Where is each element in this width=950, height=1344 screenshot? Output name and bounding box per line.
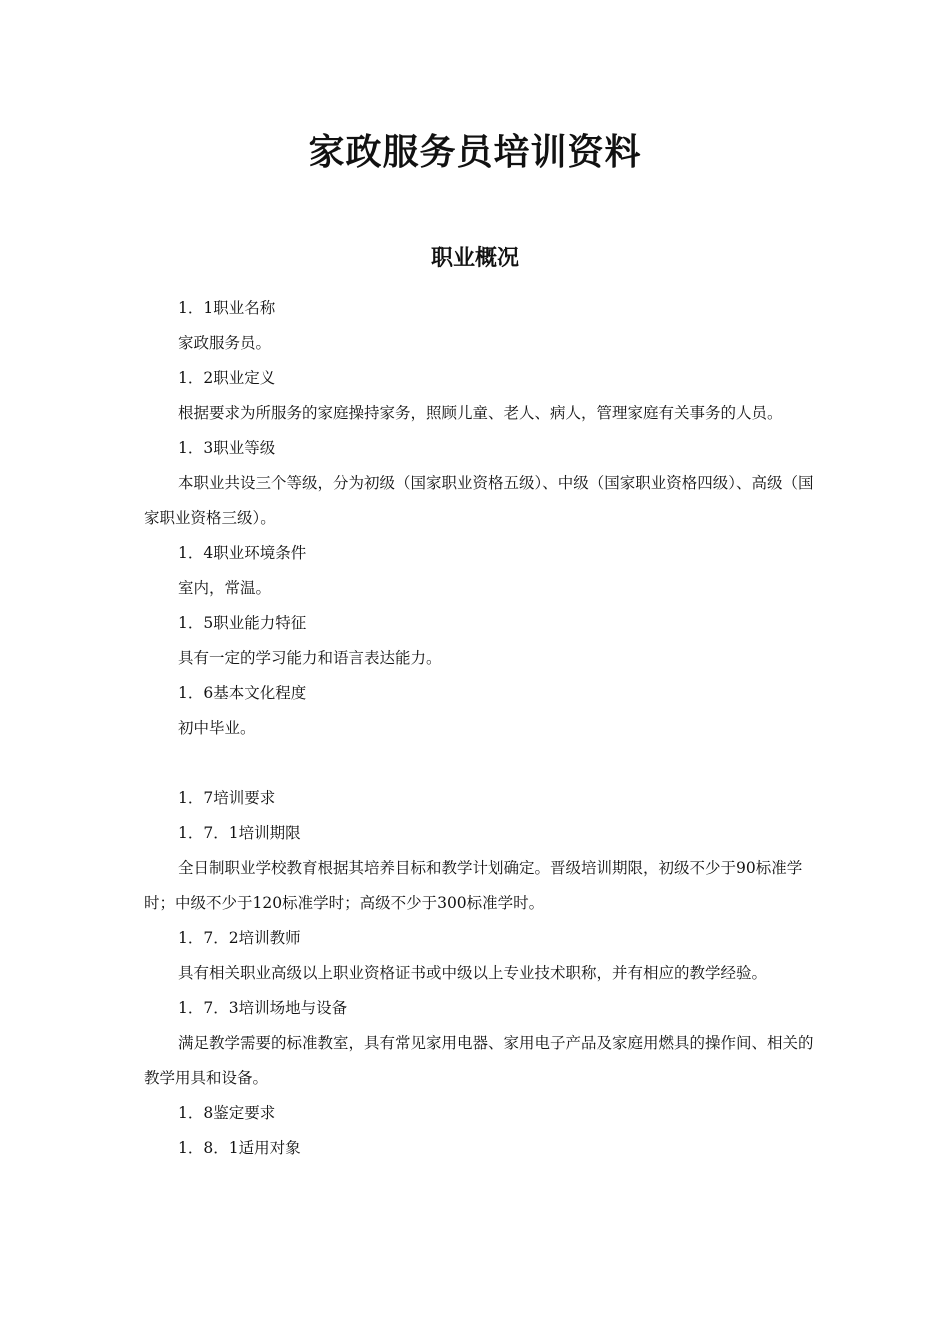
paragraph: 具有相关职业高级以上职业资格证书或中级以上专业技术职称，并有相应的教学经验。 [178, 964, 768, 982]
heading-1-8: 1．8鉴定要求 [178, 1104, 276, 1122]
paragraph: 根据要求为所服务的家庭操持家务，照顾儿童、老人、病人，管理家庭有关事务的人员。 [178, 404, 783, 422]
heading-1-7: 1．7培训要求 [178, 789, 276, 807]
document-body [144, 291, 820, 1166]
heading-1-7-1: 1．7．1培训期限 [178, 824, 301, 842]
paragraph: 本职业共设三个等级，分为初级（国家职业资格五级）、中级（国家职业资格四级）、高级（国家职业资格三级）。 [144, 474, 814, 527]
paragraph: 初中毕业。 [178, 719, 256, 737]
paragraph: 具有一定的学习能力和语言表达能力。 [178, 649, 442, 667]
heading-1-6: 1．6基本文化程度 [178, 684, 307, 702]
heading-1-8-1: 1．8．1适用对象 [178, 1139, 301, 1157]
heading-1-4: 1．4职业环境条件 [178, 544, 307, 562]
heading-1-2: 1．2职业定义 [178, 369, 276, 387]
blank-line [144, 746, 820, 781]
document-title: 家政服务员培训资料 [308, 132, 642, 173]
section-title: 职业概况 [430, 246, 519, 271]
heading-1-1: 1．1职业名称 [178, 299, 276, 317]
paragraph: 室内，常温。 [178, 579, 272, 597]
heading-1-3: 1．3职业等级 [178, 439, 276, 457]
heading-1-7-3: 1．7．3培训场地与设备 [178, 999, 348, 1017]
paragraph: 满足教学需要的标准教室，具有常见家用电器、家用电子产品及家庭用燃具的操作间、相关的教学用具和设备。 [144, 1034, 814, 1087]
paragraph: 全日制职业学校教育根据其培养目标和教学计划确定。晋级培训期限，初级不少于90标准学时；中级不少于120标准学时；高级不少于300标准学时。 [144, 859, 803, 912]
paragraph: 家政服务员。 [178, 334, 272, 352]
heading-1-5: 1．5职业能力特征 [178, 614, 307, 632]
heading-1-7-2: 1．7．2培训教师 [178, 929, 301, 947]
